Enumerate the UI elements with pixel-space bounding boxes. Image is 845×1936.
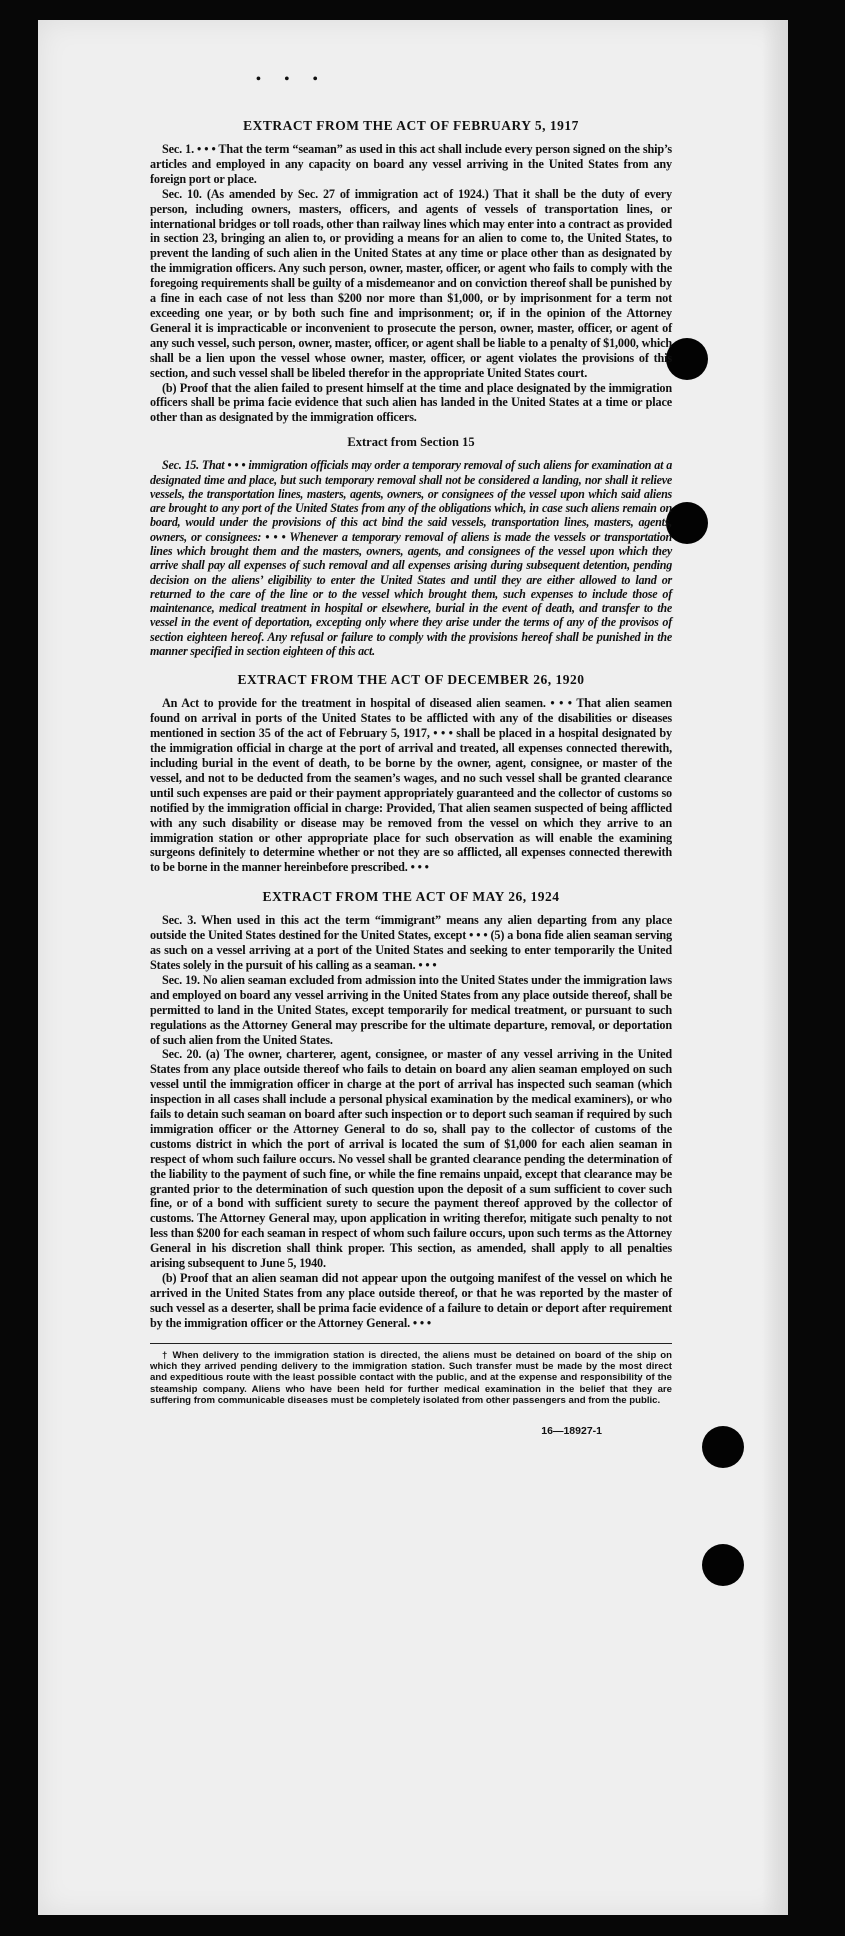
punch-hole-2 xyxy=(666,502,708,544)
punch-hole-4 xyxy=(702,1544,744,1586)
paragraph-sec-15: Sec. 15. That • • • immigration officials may order a temporary removal of such aliens for examination at a designated time and place, but such temporary removal shall not be considered a landing, nor shall it relieve vessels, the transportation lines, masters, agents, owners, or consignees of the vessel upon which said aliens are brought to any port of the United States from any of the obligations which, in case such aliens remain on board, would under the provisions of this act bind the said vessels, transportation lines, masters, agents, owners, or consignees: • • • Whenever a temporary removal of aliens is made the vessels or transportation lines which brought them and the masters, owners, agents, and consignees of the vessel upon which they arrive shall pay all expenses of such removal and all expenses arising during subsequent detention, pending decision on the aliens’ eligibility to enter the United States and until they are either allowed to land or returned to the care of the line or to the vessel which brought them, such expenses to include those of maintenance, medical treatment in hospital or elsewhere, burial in the event of death, and transfer to the vessel in the event of deportation, excepting only where they arise under the terms of any of the provisos of section eighteen hereof. Any refusal or failure to comply with the provisions hereof shall be punished in the manner specified in section eighteen of this act. xyxy=(150,458,672,659)
top-marks: • • • xyxy=(256,72,328,87)
footnote: † When delivery to the immigration station is directed, the aliens must be detained on board of the ship on which they arrived pending delivery to the immigration station. Such transfer must be made by the most direct and expeditious route with the least possible contact with the public, and at the expense and responsibility of the steamship company. Aliens who have been held for further medical examination in the belief that they are suffering from communicable diseases must be completely isolated from other passengers and from the public. xyxy=(150,1349,672,1407)
heading-section-15: Extract from Section 15 xyxy=(347,435,475,450)
paragraph-sec-3: Sec. 3. When used in this act the term “immigrant” means any alien departing from any place outside the United States destined for the United States, except • • • (5) a bona fide alien seaman serving as such on a vessel arriving at a port of the United States and seeking to enter temporarily the United States solely in the pursuit of his calling as a seaman. • • • xyxy=(150,913,672,972)
form-number: 16—18927-1 xyxy=(541,1424,602,1437)
paragraph-act-1920: An Act to provide for the treatment in hospital of diseased alien seamen. • • • That alien seamen found on arrival in ports of the United States to be afflicted with any of the disabilities or diseases mentioned in section 35 of the act of February 5, 1917, • • • shall be placed in a hospital designated by the immigration official in charge at the port of arrival and treated, all expenses connected therewith, including burial in the event of death, to be borne by the owner, agent, consignee, or master of the vessel, and not to be deducted from the seamen’s wages, and no such vessel shall be granted clearance until such expenses are paid or their payment appropriately guaranteed and the collector of customs so notified by the immigration official in charge: Provided, That alien seamen suspected of being afflicted with any such disability or disease may be removed from the vessel on which they arrive to an immigration station or other appropriate place for such observation as will enable the examining surgeons definitely to determine whether or not they are so afflicted, all expenses connected therewith to be borne in the manner hereinbefore prescribed. • • • xyxy=(150,696,672,875)
paragraph-sec-20-a: Sec. 20. (a) The owner, charterer, agent, consignee, or master of any vessel arriving in the United States from any place outside thereof who fails to detain on board any alien seaman employed on such vessel until the immigration officer in charge at the port of arrival has inspected such seaman (which inspection in all cases shall include a personal physical examination by the medical examiners), or who fails to detain such seaman on board after such inspection or to deport such seaman if required by such immigration officer or the Attorney General to do so, shall pay to the collector of customs of the customs district in which the port of arrival is located the sum of $1,000 for each alien seaman in respect of whom such failure occurs. No vessel shall be granted clearance pending the determination of the liability to the payment of such fine, or while the fine remains unpaid, except that clearance may be granted prior to the determination of such question upon the deposit of a sum sufficient to cover such fine, or of a bond with sufficient surety to secure the payment thereof approved by the collector of customs. The Attorney General may, upon application in writing therefor, mitigate such penalty to not less than $200 for each seaman in respect of whom such failure occurs, upon such terms as the Attorney General in his discretion shall think proper. This section, as amended, shall apply to all penalties arising subsequent to June 5, 1940. xyxy=(150,1047,672,1271)
heading-act-dec-1920: EXTRACT FROM THE ACT OF DECEMBER 26, 1920 xyxy=(237,672,585,688)
paragraph-sec-10: Sec. 10. (As amended by Sec. 27 of immigration act of 1924.) That it shall be the duty of every person, including owners, masters, officers, and agents of vessels of transportation lines, or international bridges or toll roads, other than railway lines which may enter into a contract as provided in section 23, bringing an alien to, or providing a means for an alien to come to, the United States, to prevent the landing of such alien in the United States at any time or place other than as designated by the immigration officers. Any such person, owner, master, officer, or agent who fails to comply with the foregoing requirements shall be guilty of a misdemeanor and on conviction thereof shall be punished by a fine in each case of not less than $200 nor more than $1,000, or by imprisonment for a term not exceeding one year, or by both such fine and imprisonment; or, if in the opinion of the Attorney General it is impracticable or inconvenient to prosecute the person, owner, master, officer, or agent of any such vessel, such person, owner, master, officer, or agent shall be liable to a penalty of $1,000, which shall be a lien upon the vessel whose owner, master, officer, or agent violates the provisions of this section, and such vessel shall be libeled therefor in the appropriate United States court. xyxy=(150,186,672,380)
paragraph-sec-10-b: (b) Proof that the alien failed to present himself at the time and place designated by the immigration officers shall be prima facie evidence that such alien has landed in the United States at a time or place other than as designated by the immigration officers. xyxy=(150,380,672,425)
document-body xyxy=(150,118,672,1437)
document-page xyxy=(38,20,788,1915)
paragraph-sec-1: Sec. 1. • • • That the term “seaman” as used in this act shall include every person signed on the ship’s articles and employed in any capacity on board any vessel arriving in the United States from any foreign port or place. xyxy=(150,142,672,186)
paragraph-sec-19: Sec. 19. No alien seaman excluded from admission into the United States under the immigration laws and employed on board any vessel arriving in the United States from any place outside thereof, shall be permitted to land in the United States, except temporarily for medical treatment, or pursuant to such regulations as the Attorney General may prescribe for the ultimate departure, removal, or deportation of such alien from the United States. xyxy=(150,972,672,1047)
punch-hole-1 xyxy=(666,338,708,380)
punch-hole-3 xyxy=(702,1426,744,1468)
heading-act-feb-1917: EXTRACT FROM THE ACT OF FEBRUARY 5, 1917 xyxy=(243,118,579,133)
heading-act-may-1924: EXTRACT FROM THE ACT OF MAY 26, 1924 xyxy=(262,889,560,905)
footnote-divider xyxy=(150,1343,672,1344)
paragraph-sec-20-b: (b) Proof that an alien seaman did not appear upon the outgoing manifest of the vessel on which he arrived in the United States from any place outside thereof, or that he was reported by the master of such vessel as a deserter, shall be prima facie evidence of a failure to detain or deport after requirement by the immigration officer or the Attorney General. • • • xyxy=(150,1271,672,1330)
page-edge-shadow xyxy=(762,20,788,1915)
